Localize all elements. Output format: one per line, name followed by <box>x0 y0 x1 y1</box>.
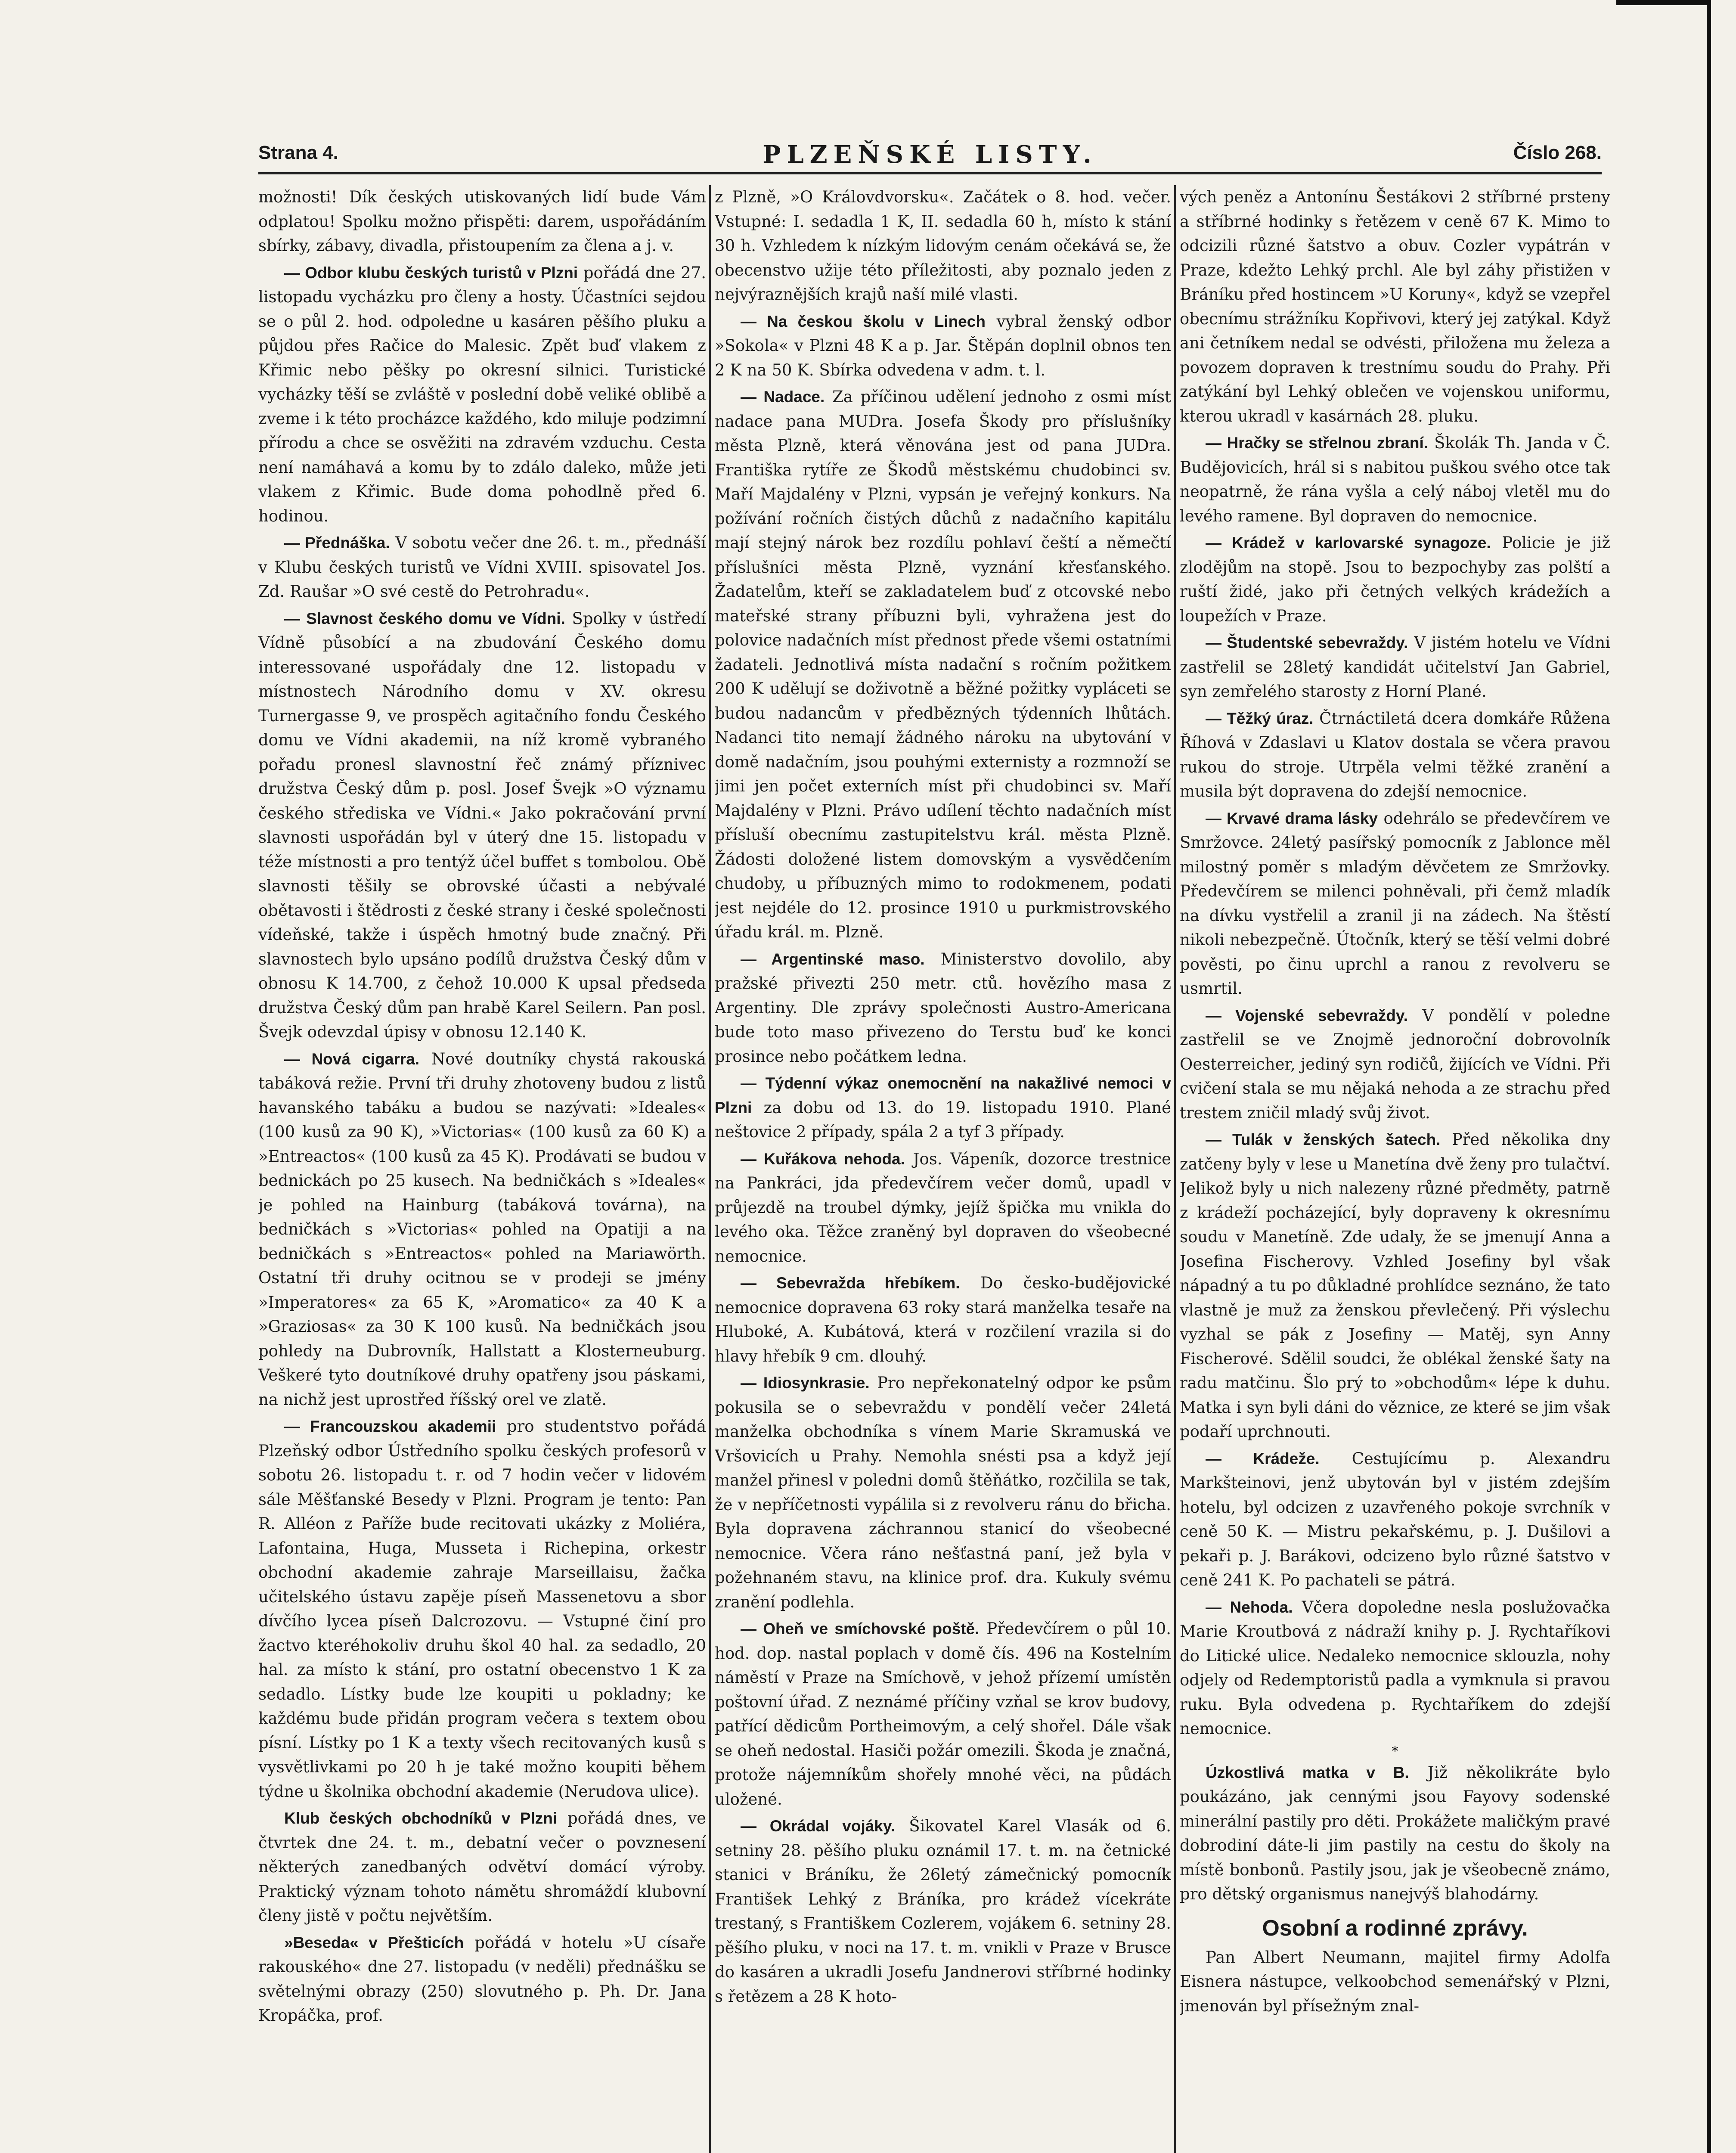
article-heading: — Vojenské sebevraždy. <box>1206 1006 1408 1024</box>
article-text: možnosti! Dík českých utiskovaných lidí bude Vám odplatou! Spolku možno přispěti: darem, uspořádáním sbírky, zábavy, divadla, přistoupením za člena a j. v. <box>258 188 706 255</box>
article-heading: — Francouzskou akademii <box>284 1418 496 1435</box>
article-text: Za příčinou udělení jednoho z osmi míst nadace pana MUDra. Josefa Škody pro příslušníky města Plzně, která věnována jest od pana JUDra. Františka rytíře ze Škodů městskému chudobinci sv. Maří Majdalény v Plzni, vypsán je veřejný konkurs. Na požívání ročních čistých důchů z nadačního kapitálu mají stejný nárok bez rozdílu pohlaví čeští a němečtí příslušníci města Plzně, vyznání křesťanského. Žadatelům, kteří se zakladatelem buď z otcovské nebo mateřské strany příbuzni byli, vyhražena jest do polovice nadačních míst přednost přede všemi ostatními žadateli. Jednotlivá místa nadační s ročním požitkem 200 K udělují se doživotně a běžné požitky vypláceti se budou nadancům v předbězných týdenních lhůtách. Nadanci tito nemají žádného nároku na ubytování v domě nadačním, jsou pouhými externisty a rozmnoží se jimi jen počet externích míst při chudobinci sv. Maří Majdalény v Plzni. Právo udílení těchto nadačních míst přísluší obecnímu zastupitelstvu král. města Plzně. Žádosti doložené listem domovským a vysvědčením chudoby, u příbuzných mimo to rodokmenem, podati jest nejdéle do 12. prosince 1910 u purkmistrovského úřadu král. m. Plzně. <box>715 388 1171 941</box>
article-heading: Klub českých obchodníků v Plzni <box>284 1809 558 1827</box>
article-text: Včera dopoledne nesla poslužovačka Marie Kroutbová z nádraží knihy p. J. Rychtaříkovi do Litické ulice. Nedaleko nemocnice sklouzla, nohy odjely od Redemptoristů padla a vymknula si pravou ruku. Byla odvedena p. Rychtaříkem do zdejší nemocnice. <box>1180 1598 1610 1738</box>
article-heading: »Beseda« v Přešticích <box>284 1933 464 1951</box>
article-paragraph <box>715 385 1171 945</box>
article-paragraph <box>715 1071 1171 1145</box>
separator-mark: * <box>1392 1743 1398 1759</box>
article-text: Policie je již zlodějům na stopě. Jsou to bezpochyby zas polští a ruští židé, jako při četných velkých krádežích a loupežích v Praze. <box>1180 534 1610 625</box>
newspaper-title: PLZEŇSKÉ LISTY. <box>763 140 1097 169</box>
article-text: odehrálo se předevčírem ve Smržovce. 24letý pasířský pomocník z Jablonce měl milostný poměr s mladým děvčetem ze Smržovky. Předevčírem se milenci pohněvali, při čemž mladík na dívku vystřelil a zranil ji na zádech. Na štěstí nikoli nebezpečně. Útočník, který se těší velmi dobré pověsti, po činu uprchl a ranou z revolveru se usmrtil. <box>1180 809 1610 998</box>
article-text: Nové doutníky chystá rakouská tabáková režie. První tři druhy zhotoveny budou z listů havanského tabáku a budou se nazývati: »Ideales« (100 kusů za 90 K), »Victorias« (100 kusů za 60 K) a »Entreactos« (100 kusů za 45 K). Prodávati se budou v bednickách po 25 kusech. Na bedničkách s »Ideales« je pohled na Hainburg (tabáková továrna), na bedničkách s »Victorias« pohled na Opatiji a na bedničkách s »Entreactos« pohled na Mariawörth. Ostatní tři druhy ocitnou se v prodeji se jmény »Imperatores« za 65 K, »Aromatico« za 40 K a »Graziosas« za 30 K 100 kusů. Na bedničkách jsou pohledy na Dubrovník, Hallstatt a Klosterneuburg. Veškeré tyto doutníkové druhy opatřeny jsou páskami, na nichž jest uprostřed říšský orel ve zlatě. <box>258 1049 706 1409</box>
article-paragraph <box>715 1617 1171 1812</box>
article-text: vybral ženský odbor »Sokola« v Plzni 48 K a p. Jar. Štěpán doplnil obnos ten 2 K na 50 K. Sbírka odvedena v adm. t. l. <box>715 312 1171 379</box>
article-text: Již několikráte bylo poukázáno, jak cennými jsou Fayovy sodenské minerální pastily pro děti. Prokážete maličkým pravé dobrodiní dáte-li jim pastily na cestu do školy na místě bonbonů. Pastily jsou, jak je všeobecně známo, pro dětský organismus nanejvýš blahodárny. <box>1180 1763 1610 1903</box>
article-paragraph <box>1180 431 1610 528</box>
article-paragraph <box>1180 807 1610 1001</box>
column-divider <box>1174 185 1176 2153</box>
article-heading: — Odbor klubu českých turistů v Plzni <box>284 264 578 282</box>
page-number: Strana 4. <box>258 142 338 163</box>
article-paragraph <box>1180 1004 1610 1126</box>
article-text: V sobotu večer dne 26. t. m., přednáší v Klubu českých turistů ve Vídni XVIII. spisovatel Jos. Zd. Raušar »O své cestě do Petrohradu«. <box>258 534 706 601</box>
article-heading: — Sebevražda hřebíkem. <box>741 1274 960 1292</box>
column-divider <box>709 185 711 2153</box>
article-heading: — Tulák v ženských šatech. <box>1206 1131 1441 1148</box>
article-text: V jistém hotelu ve Vídni zastřelil se 28letý kandidát učitelství Jan Gabriel, syn zemřelého starosty z Horní Plané. <box>1180 633 1610 701</box>
article-heading: — Slavnost českého domu ve Vídni. <box>284 609 565 627</box>
article-text: Do česko-budějovické nemocnice dopravena 63 roky stará manželka tesaře na Hluboké, A. Kubátová, která v rozčilení vrazila si do hlavy hřebík 9 cm. dlouhý. <box>715 1274 1171 1365</box>
article-heading: — Kuřákova nehoda. <box>741 1150 905 1168</box>
article-paragraph <box>1180 707 1610 804</box>
article-text: Šikovatel Karel Vlasák od 6. setniny 28. pěšího pluku oznámil 17. t. m. na četnické stanici v Bráníku, že 26letý zámečnický pomocník František Lehký z Bráníka, pro krádež vícekráte trestaný, s Františkem Cozlerem, vojákem 6. setniny 28. pěšího pluku, v noci na 17. t. m. vnikli v Praze v Brusce do kasáren a ukradli Josefu Jandnerovi stříbrné hodinky s řetězem a 28 K hoto- <box>715 1817 1171 2006</box>
article-paragraph <box>715 310 1171 383</box>
article-paragraph <box>1180 1447 1610 1593</box>
article-heading: — Na českou školu v Linech <box>741 312 986 330</box>
article-paragraph <box>715 1271 1171 1368</box>
article-heading: — Týdenní výkaz onemocnění na nakažlivé nemoci v Plzni <box>715 1074 1171 1117</box>
article-paragraph <box>1180 185 1610 428</box>
article-text: pořádá v hotelu »U císaře rakouského« dne 27. listopadu (v neděli) přednášku se světelnými obrazy (250) slovutného p. Ph. Dr. Jana Kropáčka, prof. <box>258 1933 706 2025</box>
article-paragraph <box>1180 1761 1610 1907</box>
article-heading: — Krvavé drama lásky <box>1206 809 1378 827</box>
article-paragraph <box>715 1147 1171 1269</box>
article-heading: — Přednáška. <box>284 534 390 552</box>
article-paragraph <box>1180 1128 1610 1444</box>
article-heading: — Študentské sebevraždy. <box>1206 634 1408 651</box>
article-text: Spolky v ústředí Vídně působící a na zbudování Českého domu interessované uspořádaly dne 12. listopadu v místnostech Národního domu v XV. okresu Turnergasse 9, ve prospěch agitačního fondu Českého domu ve Vídni akademii, na níž kromě vybraného pořadu pronesl slavnostní řeč známý příznivec družstva Český dům p. posl. Josef Švejk »O významu českého střediska ve Vídni.« Jako pokračování první slavnosti uspořádán byl v úterý dne 15. listopadu v téže místnosti a pro tentýž účel buffet s tombolou. Obě slavnosti těšily se obrovské účasti a nebývalé obětavosti i štědrosti z české strany i české společnosti vídeňské, takže i úspěch hmotný bude značný. Při slavnostech bylo upsáno podílů družstva Český dům v obnosu K 14.700, z čehož 10.000 K upsal předseda družstva Český dům pan hrabě Karel Seilern. Pan posl. Švejk odevzdal úpisy v obnosu 12.140 K. <box>258 609 706 1041</box>
article-heading: — Nadace. <box>741 388 825 406</box>
article-heading: — Nehoda. <box>1206 1598 1293 1616</box>
article-paragraph <box>258 1931 706 2028</box>
article-heading: — Krádeže. <box>1206 1449 1320 1467</box>
article-heading: — Krádež v karlovarské synagoze. <box>1206 534 1491 552</box>
article-heading: — Argentinské maso. <box>741 950 925 968</box>
scan-frame-edge <box>1616 0 1711 5</box>
article-text: Čtrnáctiletá dcera domkáře Růžena Říhová v Zdaslavi u Klatov dostala se včera pravou rukou do stroje. Utrpěla velmi těžké zranění a musila být dopravena do zdejší nemocnice. <box>1180 709 1610 800</box>
article-paragraph <box>258 1806 706 1928</box>
article-paragraph <box>258 1415 706 1804</box>
article-text: Cestujícímu p. Alexandru Markšteinovi, jenž ubytován byl v jistém zdejším hotelu, byl odcizen z uzavřeného pokoje svrchník v ceně 50 K. — Mistru pekařskému, p. J. Dušilovi a pekaři p. J. Barákovi, odcizeno bylo různé šatstvo v ceně 241 K. Po pachateli se pátrá. <box>1180 1449 1610 1589</box>
article-heading: — Těžký úraz. <box>1206 709 1314 727</box>
article-paragraph <box>1180 1945 1610 2019</box>
article-text: V pondělí v poledne zastřelil se ve Znojmě jednoroční dobrovolník Oesterreicher, jediný syn rodičů, žijících ve Vídni. Při cvičení stala se mu nějaká nehoda a ze strachu před trestem zničil mladý svůj život. <box>1180 1006 1610 1122</box>
article-text: Ministerstvo dovolilo, aby pražské přivezti 250 metr. ctů. hovězího masa z Argentiny. Dle zprávy společnosti Austro-Americana bude toto maso přivezeno do Terstu buď ke konci prosince nebo počátkem ledna. <box>715 949 1171 1066</box>
section-heading: Osobní a rodinné zprávy. <box>1262 1915 1528 1941</box>
article-text: pro studentstvo pořádá Plzeňský odbor Ústředního spolku českých profesorů v sobotu 26. listopadu t. r. od 7 hodin večer v lidovém sále Měšťanské Besedy v Plzni. Program je tento: Pan R. Alléon z Paříže bude recitovati ukázky z Moliéra, Lafontaina, Huga, Musseta i Richepina, orkestr obchodní akademie zahraje Marseillaisu, žačka učitelského ústavu zapěje píseň Massenetovu a sbor dívčího lycea píseň Dalcrozovu. — Vstupné činí pro žactvo kteréhokoliv druhu škol 40 hal. za sedadlo, 20 hal. za místo k stání, pro ostatní obecenstvo 1 K za sedadlo. Lístky bude lze koupiti u pokladny; ke každému bude přidán program večera s textem obou písní. Lístky po 1 K a texty všech recitovaných kusů s vysvětlivkami po 20 h je také možno koupiti během týdne u školnika obchodní akademie (Nerudova ulice). <box>258 1417 706 1801</box>
article-heading: Úzkostlivá matka v B. <box>1206 1763 1409 1781</box>
issue-number: Číslo 268. <box>1513 142 1602 163</box>
article-paragraph <box>1180 1595 1610 1741</box>
article-heading: — Idiosynkrasie. <box>741 1374 870 1392</box>
article-paragraph <box>258 1047 706 1412</box>
article-paragraph <box>258 185 706 258</box>
article-text: Pan Albert Neumann, majitel firmy Adolfa Eisnera nástupce, velkoobchod semenářský v Plzni, jmenován byl přísežným znal- <box>1180 1948 1610 2015</box>
article-paragraph <box>715 1371 1171 1614</box>
article-paragraph <box>1180 531 1610 628</box>
page-header <box>258 142 1602 172</box>
article-text: Před několika dny zatčeny byly v lese u Manetína dvě ženy pro tulačtví. Jelikož byly u nich nalezeny různé předměty, patrně z krádeží pocházející, byly dopraveny k okresnímu soudu v Manetíně. Zde udaly, že se jmenují Anna a Josefina Fischerovy. Vzhled Josefiny byl však nápadný a tu po důkladné prohlídce seznáno, že tato vlastně je muž za ženskou převlečený. Při výslechu vyzhal se pák z Josefiny — Matěj, syn Anny Fischerové. Sdělil soudci, že oblékal ženské šaty na radu matčinu. Šlo prý to »obchodům« lépe k duhu. Matka i syn byli dáni do věznice, ze které se jim však podaří uprchnouti. <box>1180 1130 1610 1441</box>
article-heading: — Oheň ve smíchovské poště. <box>741 1620 980 1638</box>
article-text: z Plzně, »O Královdvorsku«. Začátek o 8. hod. večer. Vstupné: I. sedadla 1 K, II. sedadla 60 h, místo k stání 30 h. Vzhledem k nízkým lidovým cenám očekává se, že obecenstvo užije této příležitosti, aby poznalo jeden z nejvýraznějších krajů naší milé vlasti. <box>715 188 1171 304</box>
article-text: vých peněz a Antonínu Šestákovi 2 stříbrné prsteny a stříbrné hodinky s řetězem v ceně 67 K. Mimo to odcizili různé šatstvo a obuv. Cozler vypátrán v Praze, kdežto Lehký prchl. Ale byl záhy přistižen v Bráníku před hostincem »U Koruny«, když se vzepřel obecnímu strážníku Kopřivovi, který jej zatýkal. Když ani četníkem nedal se odvésti, přiložena mu železa a povozem dopraven k trestnímu soudu do Prahy. Při zatýkání byl Lehký oblečen ve vojenskou uniformu, kterou ukradl v kasárnách 28. pluku. <box>1180 188 1610 425</box>
article-text: Pro nepřekonatelný odpor ke psům pokusila se o sebevraždu v pondělí večer 24letá manželka obchodníka s vínem Marie Skramuská ve Vršovicích u Prahy. Nemohla snésti psa a když její manžel přinesl v poledni domů štěňátko, rozčilila se tak, že v nepříčetnosti vypálila si z revolveru ránu do břicha. Byla dopravena záchrannou stanicí do všeobecné nemocnice. Včera ráno nešťastná paní, jež byla v požehnaném stavu, na klinice prof. dra. Kukuly svému zranění podlehla. <box>715 1374 1171 1611</box>
scan-frame-edge <box>1707 0 1711 2153</box>
article-paragraph <box>258 607 706 1045</box>
article-heading: — Nová cigarra. <box>284 1050 420 1068</box>
article-text: Jos. Vápeník, dozorce trestnice na Pankráci, jda předevčírem večer domů, upadl v průjezdě na troubel dýmky, jejíž špička mu vnikla do levého oka. Těžce zraněný byl dopraven do všeobecné nemocnice. <box>715 1149 1171 1266</box>
header-rule <box>258 172 1602 174</box>
column-1 <box>258 185 706 2153</box>
article-paragraph <box>258 261 706 529</box>
article-text: Předevčírem o půl 10. hod. dop. nastal poplach v domě čís. 496 na Kostelním náměstí v Praze na Smíchově, v jehož přízemí umístěn poštovní úřad. Z neznámé příčiny vzňal se krov budovy, patřící dědicům Portheimovým, a celý shořel. Dále však se oheň nedostal. Hasiči požár omezili. Škoda je značná, protože nájemníkům shořely mnohé věci, na půdách uložené. <box>715 1619 1171 1809</box>
article-paragraph <box>715 1814 1171 2009</box>
article-heading: — Hračky se střelnou zbraní. <box>1206 434 1429 452</box>
column-2 <box>715 185 1171 2153</box>
article-heading: — Okrádal vojáky. <box>741 1817 895 1835</box>
article-paragraph <box>258 531 706 604</box>
article-text: pořádá dne 27. listopadu vycházku pro členy a hosty. Účastníci sejdou se o půl 2. hod. odpoledne u kasáren pěšího pluku a půjdou přes Račice do Malesic. Zpět buď vlakem z Křimic nebo pěšky po okresní silnici. Turistické vycházky těší se zvláště v poslední době veliké oblibě a zveme i k této procházce každého, kdo miluje podzimní přírodu a chce se osvěžiti na zdravém vzduchu. Cesta není namáhavá a komu by to zdálo daleko, může jeti vlakem z Křimic. Bude doma pohodlně před 6. hodinou. <box>258 263 706 525</box>
article-paragraph <box>715 185 1171 307</box>
article-paragraph <box>715 947 1171 1069</box>
article-text: Školák Th. Janda v Č. Budějovicích, hrál si s nabitou puškou svého otce tak neopatrně, že rána vyšla a celý náboj vletěl mu do levého ramene. Byl dopraven do nemocnice. <box>1180 434 1610 525</box>
article-text: za dobu od 13. do 19. listopadu 1910. Plané neštovice 2 případy, spála 2 a tyf 3 případy. <box>715 1098 1171 1141</box>
column-3 <box>1180 185 1610 2153</box>
article-paragraph <box>1180 631 1610 704</box>
article-text: pořádá dnes, ve čtvrtek dne 24. t. m., debatní večer o povznesení některých zanedbaných odvětví domácí výroby. Praktický význam tohoto námětu shromáždí klubovní členy jistě v počtu největším. <box>258 1809 706 1925</box>
